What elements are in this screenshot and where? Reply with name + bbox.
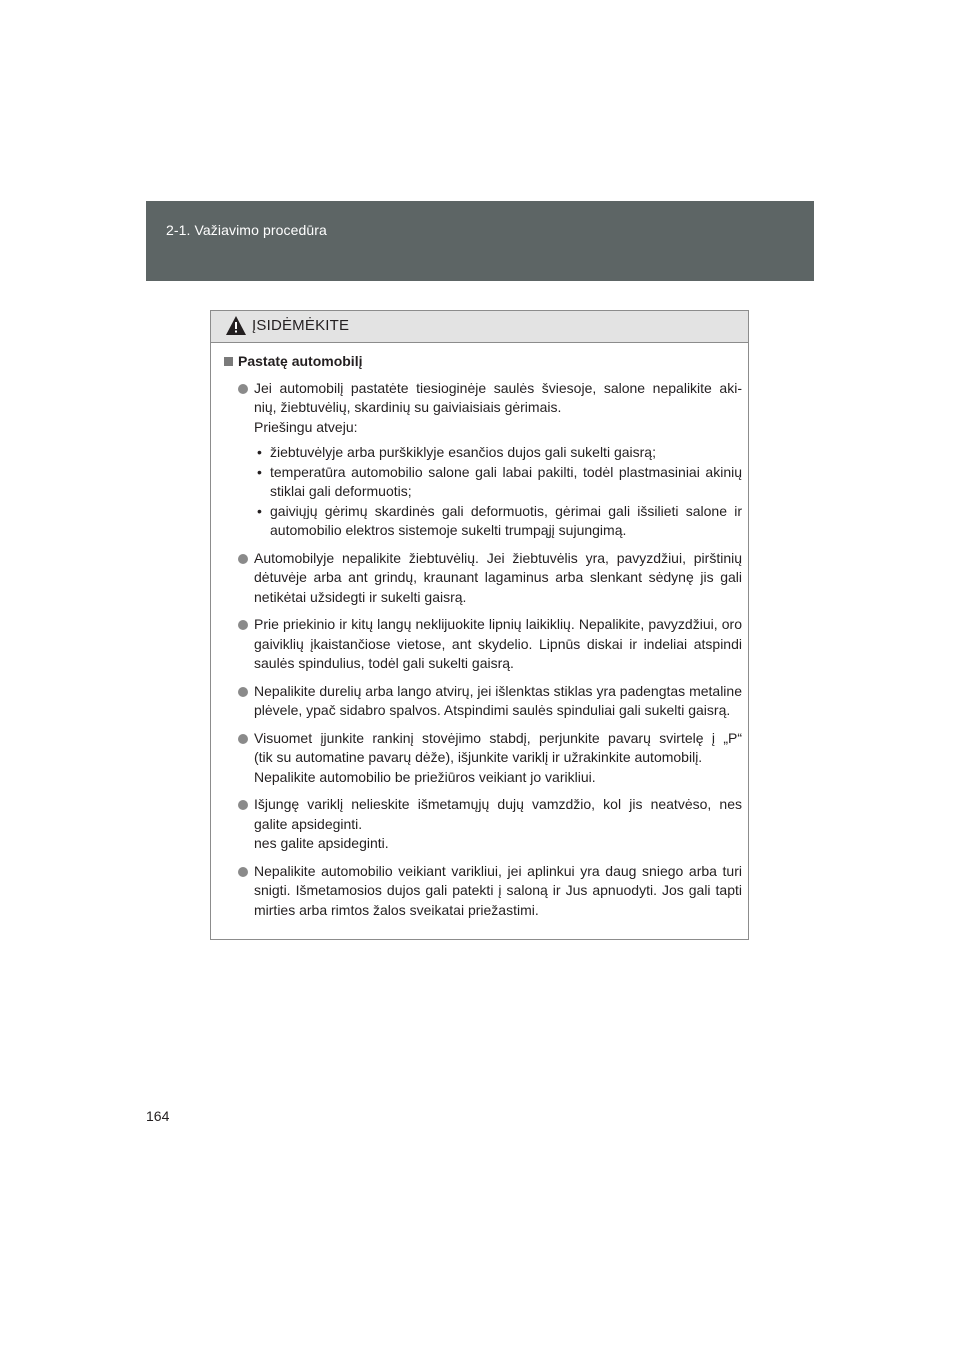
caution-item (224, 795, 742, 854)
sub-list-item (254, 463, 742, 502)
item-line: galite apsideginti. (254, 815, 363, 832)
circle-bullet-icon (238, 384, 248, 394)
warning-triangle-icon (225, 315, 247, 336)
bullet-dot: • (257, 444, 262, 460)
sub-list-item (254, 443, 742, 463)
sub-list-item (254, 502, 742, 541)
circle-bullet-icon (238, 734, 248, 744)
circle-bullet-icon (238, 554, 248, 564)
caution-box (210, 310, 749, 940)
item-line: Jei automobilį pastatėte tiesioginėje saulės šviesoje, salone nepalikite aki- (254, 379, 742, 396)
bullet-dot: • (257, 502, 262, 519)
item-line: nių, žiebtuvėlių, skardinių su gaiviaisiais gėrimais. (254, 399, 562, 415)
caution-body (211, 343, 748, 920)
caution-item (224, 549, 742, 608)
caution-label: ĮSIDĖMĖKITE (252, 317, 350, 334)
caution-item (224, 682, 742, 721)
subheading-text: Pastatę automobilį (238, 353, 363, 369)
sub-list (254, 443, 742, 541)
circle-bullet-icon (238, 867, 248, 877)
section-title: 2-1. Važiavimo procedūra (166, 222, 327, 238)
caution-header (211, 311, 748, 343)
item-line: Nepalikite automobilio be priežiūros veikiant jo varikliui. (254, 768, 596, 785)
item-text: Nepalikite automobilio veikiant varikliui, jei aplinkui yra daug sniego arba turi snigti. Išmetamosios dujos gali patekti į saloną ir Jus apnuodyti. Jos gali tapti mirties arba rimtos žalos sveikatai priežastimi. (254, 862, 742, 918)
item-line: Priešingu atveju: (254, 418, 358, 435)
caution-subheading (224, 352, 742, 372)
caution-item (224, 729, 742, 788)
chapter-header-band (146, 201, 814, 281)
item-line: nes galite apsideginti. (254, 835, 389, 851)
page-number: 164 (146, 1108, 170, 1124)
circle-bullet-icon (238, 687, 248, 697)
caution-item (224, 379, 742, 541)
circle-bullet-icon (238, 620, 248, 630)
sub-list-text: temperatūra automobilio salone gali labai pakilti, todėl plastmasiniai akinių stiklai gali deformuotis; (270, 463, 742, 499)
caution-item (224, 862, 742, 921)
item-line: Visuomet įjunkite rankinį stovėjimo stabdį, perjunkite pavarų svirtelę į „P“ (254, 729, 742, 746)
sub-list-text: žiebtuvėlyje arba purškiklyje esančios dujos gali sukelti gaisrą; (270, 444, 656, 460)
item-text: Prie priekinio ir kitų langų neklijuokite lipnių laikiklių. Nepalikite, pavyzdžiui, oro gaiviklių įkaistančiose vietose, ant skydelio. Lipnūs diskai ir indeliai atspindi saulės spindulius, todėl gali sukelti gaisrą. (254, 616, 742, 671)
circle-bullet-icon (238, 800, 248, 810)
item-line: (tik su automatine pavarų dėže), išjunkite variklį ir užrakinkite automobilį. (254, 749, 703, 765)
sub-list-text: gaiviųjų gėrimų skardinės gali deformuotis, gėrimai gali išsilieti salone ir automobilio elektros sistemoje sukelti trumpąjį sujungimą. (270, 502, 742, 538)
caution-item (224, 615, 742, 674)
square-bullet-icon (224, 357, 233, 366)
item-line: Išjungę variklį nelieskite išmetamųjų dujų vamzdžio, kol jis neatvėso, nes (254, 796, 742, 812)
item-text: Nepalikite durelių arba lango atvirų, jei išlenktas stiklas yra padengtas metaline plėvele, ypač sidabro spalvos. Atspindimi saulės spinduliai gali sukelti gaisrą. (254, 682, 742, 718)
item-text: Automobilyje nepalikite žiebtuvėlių. Jei žiebtuvėlis yra, pavyzdžiui, pirštinių dėtuvėje arba ant grindų, kraunant lagaminus arba slenkant sėdynę jis gali netikėtai užsidegti ir sukelti gaisrą. (254, 549, 742, 605)
bullet-dot: • (257, 463, 262, 480)
